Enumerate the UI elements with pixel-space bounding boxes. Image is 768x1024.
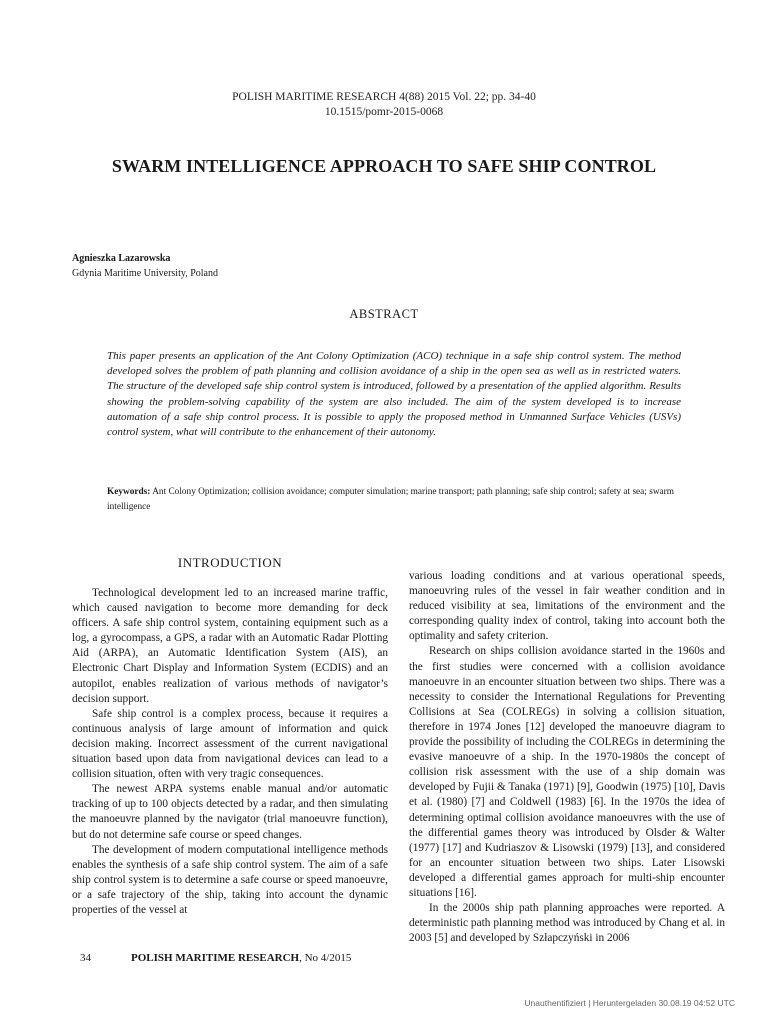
right-column [409, 569, 725, 946]
author-block [72, 251, 218, 281]
abstract-text: This paper presents an application of the Ant Colony Optimization (ACO) technique in a safe ship control system. The method developed solves the problem of path planning and collision avoidance of a ship in the open sea as well as in restricted waters. The structure of the developed safe ship control system is introduced, followed by a presentation of the applied algorithm. Results showing the problem-solving capability of the system are also included. The aim of the system developed is to increase automation of a safe ship control process. It is possible to apply the proposed method in Unmanned Surface Vehicles (USVs) control system, what will contribute to the enhancement of their autonomy. [107, 350, 681, 439]
paper-title: SWARM INTELLIGENCE APPROACH TO SAFE SHIP CONTROL [111, 156, 657, 176]
abstract-heading: ABSTRACT [349, 307, 419, 321]
paragraph: Safe ship control is a complex process, because it requires a continuous analysis of large amount of information and quick decision making. Incorrect assessment of the current navigational situation based upon data from navigational devices can lead to a collision situation, often with very tragic consequences. [72, 707, 388, 781]
keywords [107, 485, 692, 515]
journal-citation: POLISH MARITIME RESEARCH 4(88) 2015 Vol. 22; pp. 34-40 [232, 91, 536, 103]
paragraph: Technological development led to an increased marine traffic, which caused navigation to become more demanding for deck officers. A safe ship control system, containing equipment such as a log, a gyrocompass, a GPS, a radar with an Automatic Radar Plotting Aid (ARPA), an Automatic Identification System (AIS), an Electronic Chart Display and Information System (ECDIS) and an autopilot, enables realization of various methods of navigator’s decision support. [72, 587, 388, 705]
left-column [72, 586, 388, 918]
keywords-label: Keywords: [107, 487, 151, 497]
paragraph: In the 2000s ship path planning approaches were reported. A deterministic path planning method was introduced by Chang et al. in 2003 [5] and developed by Szłapczyński in 2006 [409, 902, 725, 945]
download-watermark: Unauthentifiziert | Heruntergeladen 30.08.19 04:52 UTC [524, 998, 735, 1008]
paragraph: The newest ARPA systems enable manual and/or automatic tracking of up to 100 objects detected by a radar, and then simulating the manoeuvre planned by the navigator (trial manoeuvre function), but do not determine safe course or speed changes. [72, 783, 388, 841]
page-number: 34 [80, 952, 91, 964]
author-affiliation: Gdynia Maritime University, Poland [72, 268, 218, 279]
paragraph: Research on ships collision avoidance started in the 1960s and the first studies were concerned with a collision avoidance manoeuvre in an encounter situation between two ships. There was a necessity to consider the International Regulations for Preventing Collisions at Sea (COLREGs) in solving a collision situation, therefore in 1974 Jones [12] developed the manoeuvre diagram to provide the possibility of including the COLREGs in determining the evasive manoeuvre of a ship. In the 1970-1980s the concept of collision risk assessment with the use of a ship domain was developed by Fujii & Tanaka (1971) [9], Goodwin (1975) [10], Davis et al. (1980) [7] and Coldwell (1983) [6]. In the 1970s the idea of determining optimal collision avoidance manoeuvres with the use of the differential games theory was introduced by Olsder & Walter (1977) [17] and Kudriaszov & Lisowski (1979) [13], and considered for an encounter situation between two ships. Later Lisowski developed a differential games approach for multi-ship encounter situations [16]. [409, 645, 725, 899]
keywords-text: Ant Colony Optimization; collision avoidance; computer simulation; marine transport; path planning; safe ship control; safety at sea; swarm intelligence [107, 487, 675, 512]
page-footer [80, 952, 351, 964]
doi: 10.1515/pomr-2015-0068 [324, 106, 444, 118]
introduction-heading: INTRODUCTION [177, 555, 283, 570]
paragraph: various loading conditions and at various operational speeds, manoeuvring rules of the vessel in fair weather condition and in reduced visibility at sea, limitations of the environment and the corresponding quality index of control, taking into account both the optimality and safety criterion. [409, 570, 725, 643]
author-name: Agnieszka Lazarowska [72, 253, 171, 264]
paragraph: The development of modern computational intelligence methods enables the synthesis of a safe ship control system. The aim of a safe ship control system is to determine a safe course or speed manoeuvre, or a safe trajectory of the ship, taking into account the dynamic properties of the vessel at [72, 843, 388, 916]
footer-issue: , No 4/2015 [299, 952, 352, 964]
footer-journal: POLISH MARITIME RESEARCH [131, 952, 300, 964]
